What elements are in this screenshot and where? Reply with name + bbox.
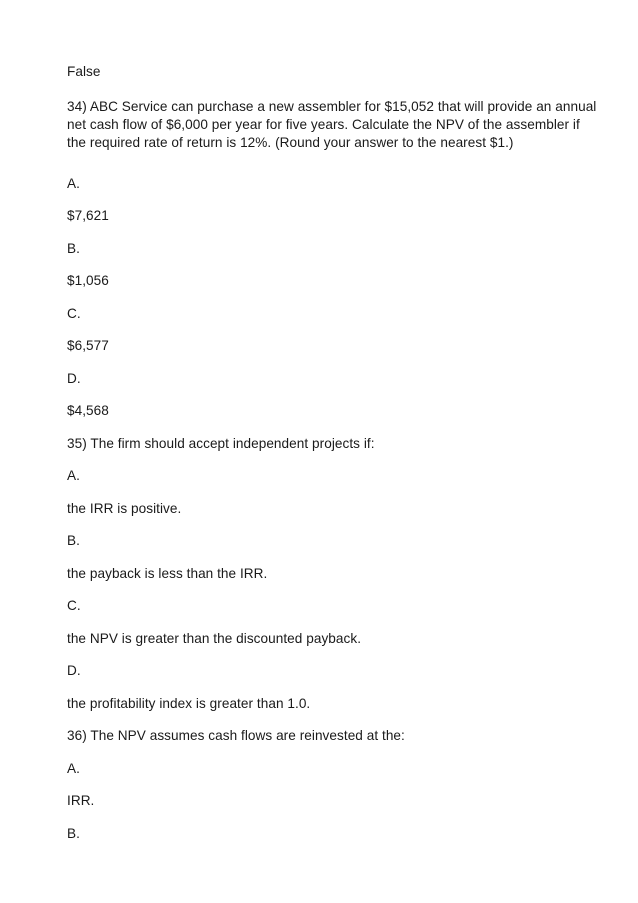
option-text-b: $1,056 xyxy=(67,273,109,288)
option-text-c: the NPV is greater than the discounted payback. xyxy=(67,631,362,646)
answer-text: False xyxy=(67,64,101,79)
option-label-a: A. xyxy=(67,468,80,483)
question-35-text: 35) The firm should accept independent projects if: xyxy=(67,436,375,451)
question-36-text: 36) The NPV assumes cash flows are reinvested at the: xyxy=(67,728,405,743)
option-text-d: the profitability index is greater than 1.0. xyxy=(67,696,311,711)
option-label-a: A. xyxy=(67,176,80,191)
option-label-b: B. xyxy=(67,826,80,841)
option-text-b: the payback is less than the IRR. xyxy=(67,566,268,581)
option-text-a: IRR. xyxy=(67,793,95,808)
option-text-a: $7,621 xyxy=(67,208,109,223)
option-label-b: B. xyxy=(67,241,80,256)
option-label-c: C. xyxy=(67,598,81,613)
option-text-a: the IRR is positive. xyxy=(67,501,182,516)
option-label-a: A. xyxy=(67,761,80,776)
option-label-b: B. xyxy=(67,533,80,548)
option-label-d: D. xyxy=(67,663,81,678)
option-text-d: $4,568 xyxy=(67,403,109,418)
option-label-c: C. xyxy=(67,306,81,321)
option-label-d: D. xyxy=(67,371,81,386)
option-text-c: $6,577 xyxy=(67,338,109,353)
question-34-text: 34) ABC Service can purchase a new assembler for $15,052 that will provide an annual net cash flow of $6,000 per year for five years. Calculate the NPV of the assembler if the required rate of return is 12%. (Round your answer to the nearest $1.) xyxy=(67,99,597,150)
